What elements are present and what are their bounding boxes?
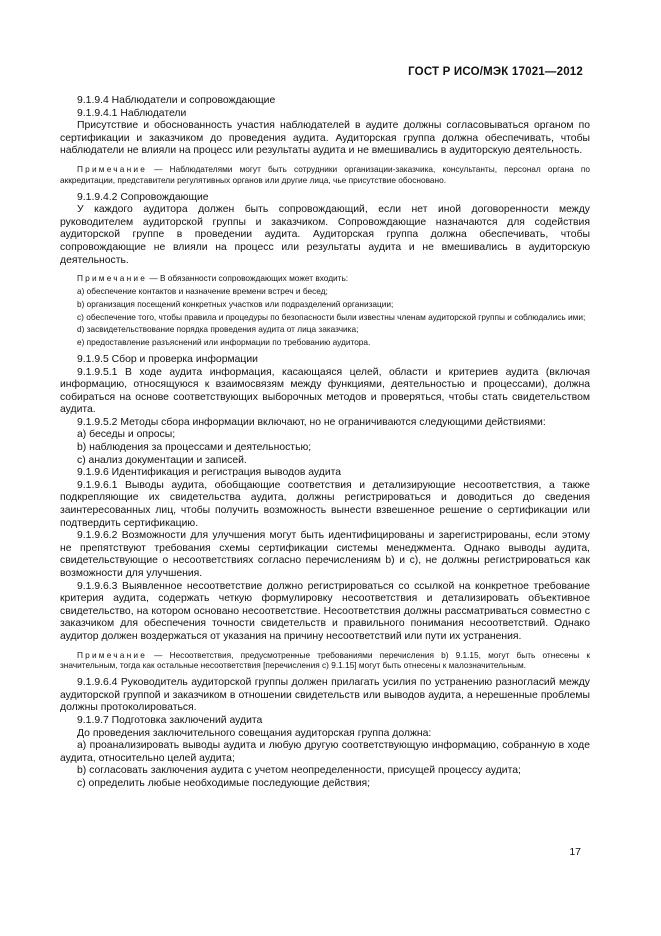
paragraph-improvements: 9.1.9.6.2 Возможности для улучшения могут быть идентифицированы и зарегистрированы, если этому не препятствуют требования схемы сертификации системы менеджмента. Однако выводы аудита, свидетельствующие о несоответствиях согласно перечислениям b) и с), не должны регистрироваться как возможности для улучшения. (60, 530, 590, 579)
section-heading-9-1-9-6: 9.1.9.6 Идентификация и регистрация выводов аудита (77, 467, 342, 479)
subsection-heading-guides: 9.1.9.4.2 Сопровождающие (77, 191, 209, 203)
paragraph-nonconformity: 9.1.9.6.3 Выявленное несоответствие должно регистрироваться со ссылкой на конкретное требование критерия аудита, содержать четкую формулировку несоответствия и детализировать объективное свидетельство, на котором основано несоответствие. Несоответствия должны рассматриваться совместно с заказчиком для обеспечения точности свидетельств и правильного понимания несоответствий. Однако аудитор должен воздержаться от указания на причину несоответствий или пути их устранения. (60, 580, 590, 642)
note-text: — Несоответствия, предусмотренные требованиями перечисления b) 9.1.15, могут быть отнесены к значительным, тогда как остальные несоответствия [перечисления с) 9.1.15] могут быть отнесены к малозначительным. (60, 649, 590, 671)
paragraph-info-collection: 9.1.9.5.1 В ходе аудита информация, касающаяся целей, области и критериев аудита (включая информацию, относящуюся к взаимосвязям между функциями, деятельностью и процессами), должна собираться на основе соответствующих выборочных методов и проверяться, чтобы стать свидетельством аудита. (60, 366, 590, 416)
note-text: — Наблюдателями могут быть сотрудники организации-заказчика, консультанты, персонал органа по аккредитации, представители регулятивных органов или другие лица, чье присутствие обосновано. (60, 163, 590, 185)
note-list-item: d) засвидетельствование порядка проведения аудита от лица заказчика; (77, 324, 359, 335)
list-item: b) наблюдения за процессами и деятельностью; (77, 442, 312, 454)
paragraph-findings: 9.1.9.6.1 Выводы аудита, обобщающие соответствия и детализирующие несоответствия, а также подкрепляющие их свидетельства аудита, должны регистрироваться и доводиться до сведения заинтересованных лиц, чтобы получить возможность вынести взвешенное решение о сертификации или подтвердить сертификацию. (60, 479, 590, 529)
subsection-heading-observers: 9.1.9.4.1 Наблюдатели (77, 107, 187, 119)
note-nonconformity (60, 650, 590, 672)
section-heading-9-1-9-5: 9.1.9.5 Сбор и проверка информации (77, 353, 258, 365)
paragraph-disagreements: 9.1.9.6.4 Руководитель аудиторской группы должен прилагать усилия по устранению разногласий между аудиторской группой и заказчиком в отношении свидетельств или выводов аудита, а нерешенные проблемы должны протоколироваться. (60, 677, 590, 714)
note-guides (60, 273, 590, 284)
section-heading-9-1-9-7: 9.1.9.7 Подготовка заключений аудита (77, 714, 263, 726)
list-item: b) согласовать заключения аудита с учетом неопределенности, присущей процессу аудита; (77, 765, 521, 777)
note-label: Примечание (77, 163, 148, 174)
paragraph-observers: Присутствие и обоснованность участия наблюдателей в аудите должны согласовываться органом по сертификации и заказчиком до проведения аудита. Аудиторская группа должна обеспечивать, чтобы наблюдатели не влияли на процесс или результаты аудита и не вмешивались в аудиторскую деятельность. (60, 120, 590, 157)
note-observers (60, 164, 590, 186)
note-text: — В обязанности сопровождающих может входить: (147, 273, 349, 284)
document-body (60, 95, 590, 791)
note-label: Примечание (77, 273, 148, 284)
note-list-item: с) обеспечение того, чтобы правила и процедуры по безопасности были известны членам аудиторской группы и соблюдались ими; (77, 311, 586, 322)
section-heading-9-1-9-4: 9.1.9.4 Наблюдатели и сопровождающие (77, 95, 276, 106)
paragraph-guides: У каждого аудитора должен быть сопровождающий, если нет иной договоренности между руководителем аудиторской группы и заказчиком. Сопровождающие назначаются для содействия аудиторской группе в проведении аудита. Аудиторская группа должна обеспечивать, чтобы сопровождающие не влияли на процесс или результаты аудита и не вмешивались в аудиторскую деятельность. (60, 204, 590, 266)
note-list-item: а) обеспечение контактов и назначение времени встреч и бесед; (77, 285, 328, 296)
paragraph-collection-methods: 9.1.9.5.2 Методы сбора информации включают, но не ограничиваются следующими действиями: (77, 416, 546, 428)
paragraph-closing-intro: До проведения заключительного совещания аудиторская группа должна: (77, 727, 432, 739)
list-item: а) проанализировать выводы аудита и любую другую соответствующую информацию, собранную в ходе аудита, относительно целей аудита; (60, 740, 590, 764)
page-number: 17 (569, 846, 581, 858)
list-item: с) определить любые необходимые последующие действия; (77, 777, 371, 789)
list-item: а) беседы и опросы; (77, 429, 176, 441)
note-label: Примечание (77, 649, 148, 660)
note-list-item: е) предоставление разъяснений или информации по требованию аудитора. (77, 337, 371, 348)
list-item: с) анализ документации и записей. (77, 454, 247, 466)
document-header: ГОСТ Р ИСО/МЭК 17021—2012 (408, 66, 583, 78)
note-list-item: b) организация посещений конкретных участков или подразделений организации; (77, 298, 394, 309)
